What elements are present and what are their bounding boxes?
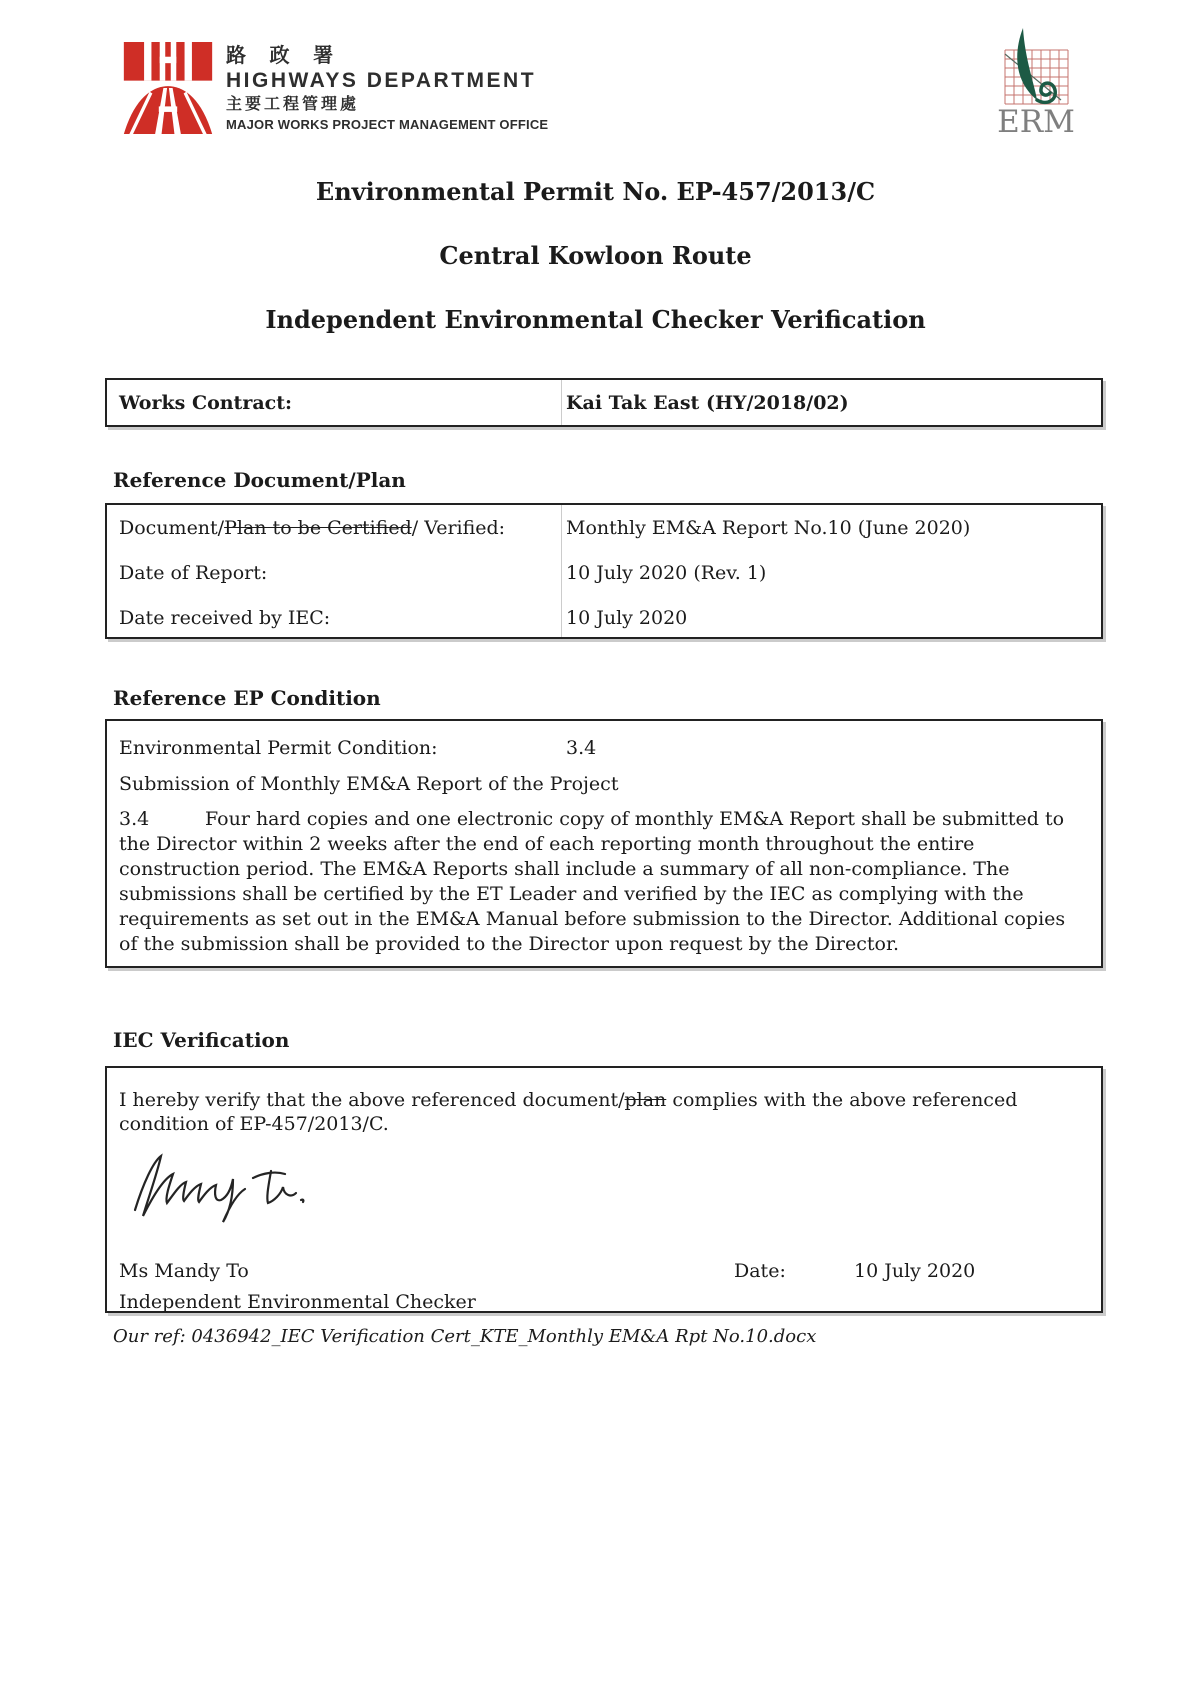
ep-condition-box	[105, 719, 1103, 968]
ep-condition-row	[119, 737, 1085, 759]
signature	[125, 1148, 1085, 1230]
reference-document-table	[105, 503, 1103, 639]
date-received-value: 10 July 2020	[566, 607, 688, 629]
table-row	[107, 550, 1101, 595]
project-title: Central Kowloon Route	[439, 241, 752, 270]
ep-condition-value: 3.4	[566, 737, 597, 759]
reference-document-heading: Reference Document/Plan	[113, 468, 406, 492]
office-name-chinese: 主要工程管理處	[226, 96, 360, 113]
department-header-text	[226, 44, 548, 133]
office-name-english: MAJOR WORKS PROJECT MANAGEMENT OFFICE	[226, 117, 549, 132]
column-divider	[561, 505, 562, 637]
date-of-report-label: Date of Report:	[119, 562, 268, 584]
handwritten-signature-icon	[125, 1148, 355, 1230]
document-type-title: Independent Environmental Checker Verification	[265, 305, 926, 334]
column-divider	[561, 380, 562, 425]
date-received-label: Date received by IEC:	[119, 607, 331, 629]
date-value: 10 July 2020	[854, 1260, 976, 1282]
iec-verification-heading: IEC Verification	[113, 1028, 290, 1052]
ep-clause-paragraph	[119, 807, 1085, 957]
road-emblem-icon	[122, 40, 214, 136]
erm-fern-grid-icon	[985, 26, 1077, 138]
ep-clause-number: 3.4	[119, 808, 150, 830]
permit-number-title: Environmental Permit No. EP-457/2013/C	[315, 177, 876, 206]
verification-statement: I hereby verify that the above referenced document/plan complies with the above referenced condition of EP-457/2013/C.	[119, 1089, 1018, 1135]
document-to-be-verified-value: Monthly EM&A Report No.10 (June 2020)	[566, 517, 971, 539]
signatory-title: Independent Environmental Checker	[119, 1291, 476, 1313]
erm-logo	[985, 26, 1077, 142]
table-row	[107, 505, 1101, 550]
signatory-row	[119, 1258, 1085, 1284]
erm-wordmark: ERM	[997, 104, 1075, 138]
date-of-report-value: 10 July 2020 (Rev. 1)	[566, 562, 767, 584]
table-row	[107, 595, 1101, 640]
iec-verification-box	[105, 1066, 1103, 1313]
ep-clause-text: Four hard copies and one electronic copy of monthly EM&A Report shall be submitted to the Director within 2 weeks after the end of each reporting month throughout the entire construction period. The EM&A Reports shall include a summary of all non-compliance. The submissions shall be certified by the ET Leader and verified by the IEC as complying with the requirements as set out in the EM&A Manual before submission to the Director. Additional copies of the submission shall be provided to the Director upon request by the Director.	[119, 808, 1066, 955]
reference-ep-heading: Reference EP Condition	[113, 686, 381, 710]
highways-department-logo-icon	[122, 40, 214, 140]
works-contract-label: Works Contract:	[119, 391, 293, 414]
ep-condition-label: Environmental Permit Condition:	[119, 737, 438, 759]
works-contract-box	[105, 378, 1103, 427]
works-contract-row	[107, 380, 1101, 425]
document-to-be-verified-label: Document/Plan to be Certified/ Verified:	[119, 517, 506, 539]
signatory-name: Ms Mandy To	[119, 1260, 249, 1282]
our-ref-footnote: Our ref: 0436942_IEC Verification Cert_KTE_Monthly EM&A Rpt No.10.docx	[113, 1326, 817, 1347]
works-contract-value: Kai Tak East (HY/2018/02)	[566, 391, 849, 414]
department-name-english: HIGHWAYS DEPARTMENT	[226, 69, 537, 92]
ep-condition-subject: Submission of Monthly EM&A Report of the Project	[119, 773, 619, 795]
date-label: Date:	[734, 1260, 786, 1282]
department-name-chinese: 路 政 署	[226, 45, 343, 67]
